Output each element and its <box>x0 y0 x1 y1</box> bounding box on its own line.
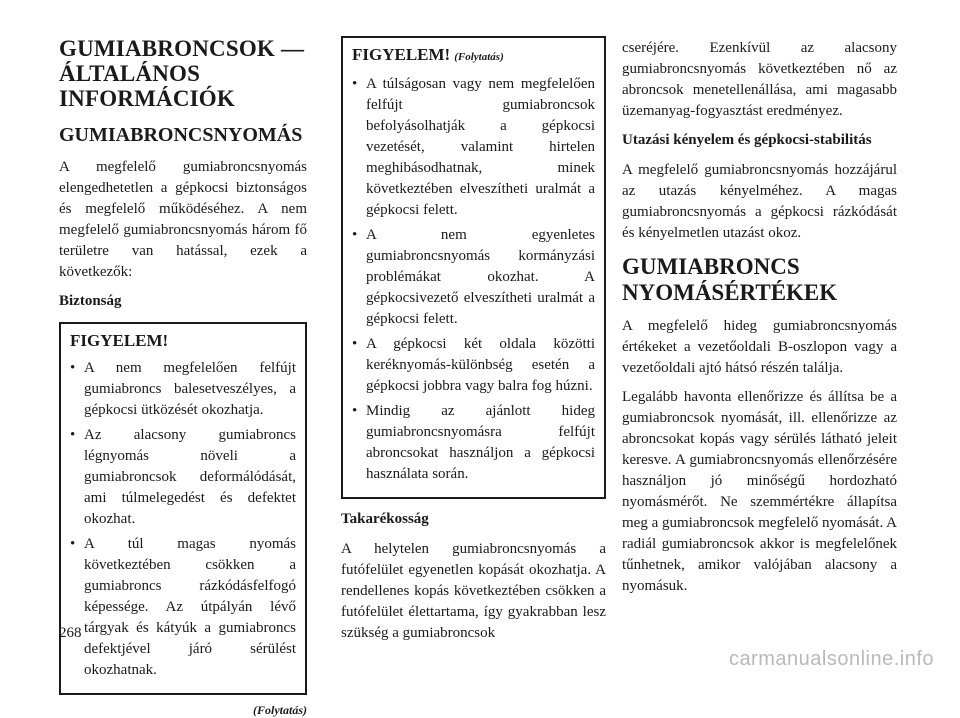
section-title <box>622 254 897 306</box>
warning-item: • Az alacsony gumiabroncs légnyomás növeli a gumiabroncsok deformálódását, ami túlmelegedést és defektet okozhat. <box>70 425 296 530</box>
column-left <box>59 36 307 718</box>
warning-item: • A nem megfelelően felfújt gumiabroncs balesetveszélyes, a gépkocsi ütközését okozhatja. <box>70 358 296 421</box>
comfort-paragraph: A megfelelő gumiabroncsnyomás hozzájárul az utazás kényelméhez. A magas gumiabroncsnyomás a gépkocsi rázkódását és kényelmetlen utazást okoz. <box>622 162 897 241</box>
section-title-line-1: GUMIABRONCS <box>622 254 800 279</box>
warning-title <box>352 44 595 68</box>
warning-item: • Mindig az ajánlott hideg gumiabroncsnyomásra felfújt abroncsokat használjon a gépkocsi használata során. <box>352 401 595 485</box>
pressure-check-paragraph: Legalább havonta ellenőrizze és állítsa be a gumiabroncsok nyomását, ill. ellenőrizze az abroncsokat kopás vagy sérülés látható jeleit keresve. A gumiabroncsnyomás ellenőrzésére használjon jó minőségű hordozható nyomásmérőt. Ne szemmértékre állapítsa meg a gumiabroncsok megfelelő nyomását. A radiál gumiabroncsok akkor is megfelelőnek tűnhetnek, amikor valójában alacsony a nyomásuk. <box>622 389 897 594</box>
warning-item: • A gépkocsi két oldala közötti keréknyomás-különbség esetén a gépkocsi jobbra vagy balra fog húzni. <box>352 334 595 397</box>
warning-title-text: FIGYELEM! <box>352 45 451 64</box>
section-title-line-2: NYOMÁSÉRTÉKEK <box>622 280 838 305</box>
warning-item: • A túl magas nyomás következtében csökken a gumiabroncs rázkódásfelfogó képessége. Az útpályán lévő tárgyak és kátyúk a gumiabroncs defektjével járó sérülést okozhatnak. <box>70 534 296 681</box>
warning-box <box>59 322 307 695</box>
economy-paragraph: A helytelen gumiabroncsnyomás a futófelület egyenetlen kopását okozhatja. A rendellenes kopás következtében csökken a futófelület élettartama, így gyakrabban lesz szükség a gumiabroncsok <box>341 541 606 641</box>
economy-label: Takarékosság <box>341 511 429 527</box>
intro-paragraph: A megfelelő gumiabroncsnyomás elengedhetetlen a gépkocsi biztonságos és megfelelő működéséhez. A nem megfelelő gumiabroncsnyomás három fő területre van hatással, ezek a következők: <box>59 159 307 280</box>
warning-list <box>352 74 595 485</box>
warning-item: • A nem egyenletes gumiabroncsnyomás kormányzási problémákat okozhat. A gépkocsivezető elveszítheti uralmát a gépkocsi felett. <box>352 225 595 330</box>
economy-paragraph-continued: cseréjére. Ezenkívül az alacsony gumiabroncsnyomás következtében nő az abroncsok menetellenállása, ami magasabb üzemanyag-fogyasztást eredményez. <box>622 40 897 119</box>
column-middle <box>341 36 606 652</box>
warning-continued-tag: (Folytatás) <box>454 51 504 63</box>
title-line-1: GUMIABRONCSOK — <box>59 36 305 61</box>
warning-item: • A túlságosan vagy nem megfelelően felfújt gumiabroncsok befolyásolhatják a gépkocsi vezetését, valamint hirtelen meghibásodhatnak, minek következtében elveszítheti uralmát a gépkocsi felett. <box>352 74 595 221</box>
title-line-3: INFORMÁCIÓK <box>59 86 235 111</box>
comfort-label: Utazási kényelem és gépkocsi-stabilitás <box>622 132 872 148</box>
watermark: carmanualsonline.info <box>728 648 934 670</box>
pressure-location-paragraph: A megfelelő hideg gumiabroncsnyomás értékeket a vezetőoldali B-oszlopon vagy a vezetőoldali ajtó hátsó részén találja. <box>622 318 897 376</box>
warning-box-continued <box>341 36 606 499</box>
warning-title: FIGYELEM! <box>70 331 169 350</box>
page-title <box>59 36 307 111</box>
subtitle: GUMIABRONCSNYOMÁS <box>59 124 303 146</box>
warning-list <box>70 358 296 681</box>
title-line-2: ÁLTALÁNOS <box>59 61 201 86</box>
page-number: 268 <box>59 625 82 641</box>
continued-note: (Folytatás) <box>253 703 307 717</box>
column-right <box>622 38 897 605</box>
safety-label: Biztonság <box>59 293 122 309</box>
